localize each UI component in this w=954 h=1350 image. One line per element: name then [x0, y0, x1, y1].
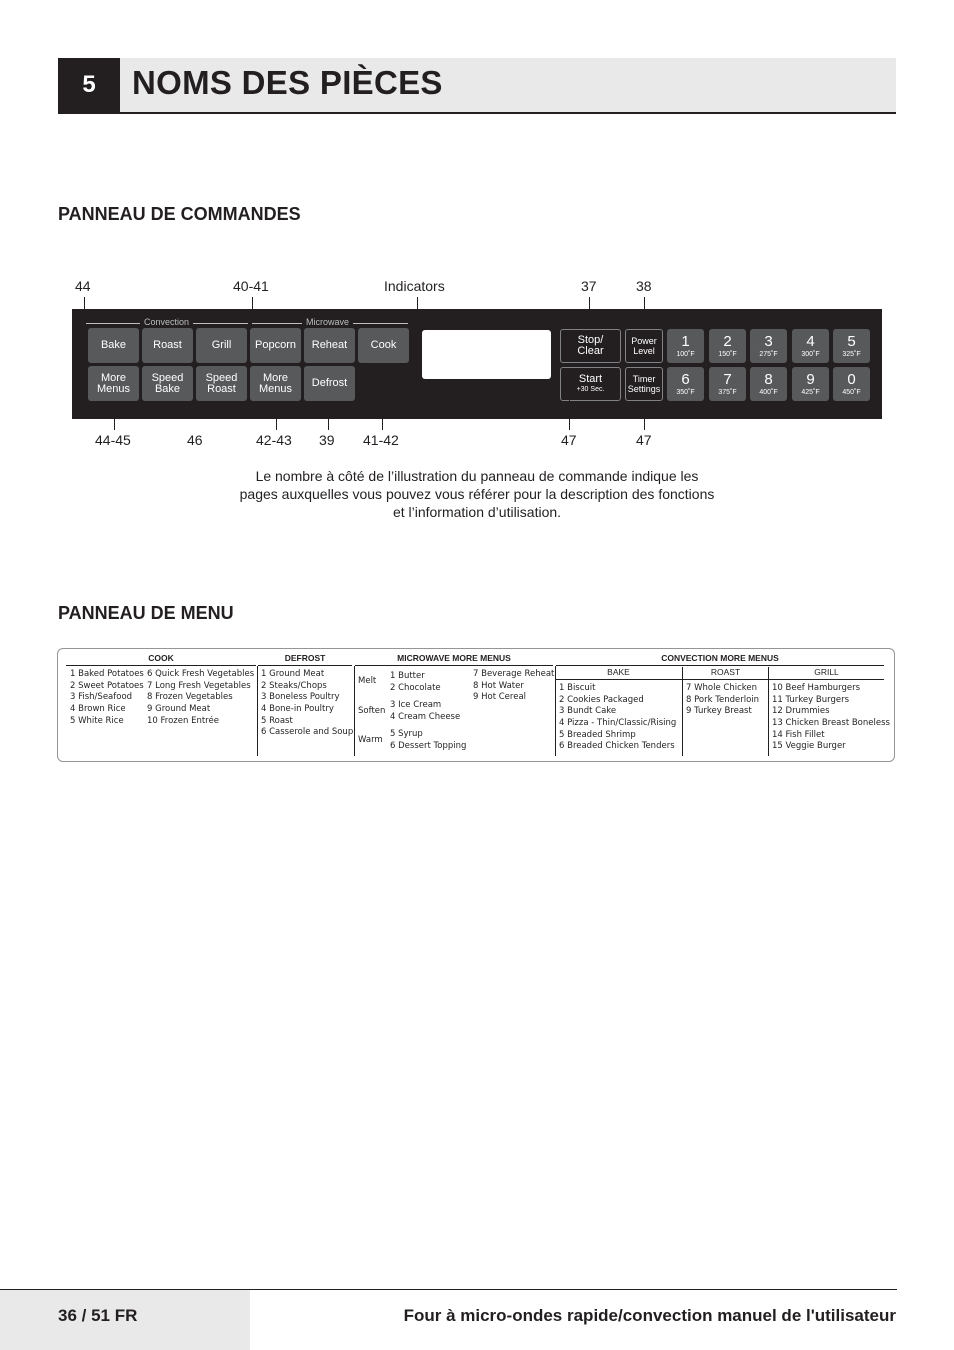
page-number: 36 / 51 FR: [58, 1306, 138, 1325]
mw-category-warm: Warm: [358, 735, 383, 745]
chapter-header: [58, 58, 896, 114]
callout-37: 37: [581, 278, 597, 294]
button-label: Clear: [577, 345, 604, 357]
more-menus-microwave-button[interactable]: [250, 366, 301, 401]
chapter-title: NOMS DES PIÈCES: [132, 64, 443, 101]
leader-line: [328, 402, 329, 430]
control-panel: [72, 309, 882, 419]
grill-label: Grill: [211, 339, 232, 351]
button-label: Menus: [258, 382, 293, 395]
mw-soften-list: [390, 700, 460, 723]
leader-line: [169, 410, 223, 411]
leader-line: [114, 402, 115, 430]
button-label: Menus: [96, 382, 131, 395]
key-temperature: 450˚F: [842, 388, 861, 396]
number-key-1[interactable]: [667, 329, 704, 363]
number-key-0[interactable]: [833, 367, 870, 401]
menu-heading-cook: COOK: [148, 653, 174, 663]
callout-indicators: Indicators: [384, 278, 445, 294]
list-item: 11 Turkey Burgers: [772, 694, 849, 705]
key-digit: 0: [847, 370, 856, 388]
speed-roast-button[interactable]: [196, 366, 247, 401]
stop-clear-button[interactable]: [560, 329, 621, 363]
leader-line: [276, 402, 277, 430]
bake-label: Bake: [100, 339, 127, 351]
key-digit: 5: [847, 332, 856, 350]
list-item: 7 Long Fresh Vegetables: [147, 680, 251, 691]
menu-rule: [258, 665, 352, 666]
list-item: 8 Frozen Vegetables: [147, 692, 233, 703]
group-label-convection: Convection: [140, 317, 193, 327]
bake-button[interactable]: [88, 328, 139, 363]
list-item: 3 Bundt Cake: [559, 706, 617, 717]
leader-line: [644, 402, 645, 430]
menu-divider: [555, 666, 556, 756]
callout-47-start: 47: [561, 432, 577, 448]
button-label: Speed: [205, 371, 238, 384]
key-digit: 2: [723, 332, 732, 350]
list-item: 2 Sweet Potatoes: [70, 680, 144, 691]
defrost-label: Defrost: [311, 377, 348, 389]
menu-rule: [556, 665, 884, 666]
leader-line: [569, 391, 570, 430]
callout-39: 39: [319, 432, 335, 448]
menu-heading-convection-more: CONVECTION MORE MENUS: [661, 653, 779, 663]
number-key-7[interactable]: [709, 367, 746, 401]
reheat-button[interactable]: [304, 328, 355, 363]
callout-38: 38: [636, 278, 652, 294]
menu-rule: [355, 665, 553, 666]
list-item: 5 Syrup: [390, 729, 423, 739]
list-item: 1 Baked Potatoes: [70, 669, 144, 679]
number-key-6[interactable]: [667, 367, 704, 401]
menu-divider: [354, 666, 355, 756]
list-item: 2 Cookies Packaged: [559, 694, 644, 705]
key-temperature: 100˚F: [676, 350, 695, 358]
callout-40-41: 40-41: [233, 278, 269, 294]
list-item: 6 Breaded Chicken Tenders: [559, 741, 675, 752]
list-item: 15 Veggie Burger: [772, 741, 846, 752]
key-temperature: 150˚F: [718, 350, 737, 358]
key-digit: 8: [764, 370, 773, 388]
list-item: 9 Ground Meat: [147, 704, 211, 715]
callout-44-45: 44-45: [95, 432, 131, 448]
mw-menu-list-2: [473, 669, 554, 704]
manual-title: Four à micro-ondes rapide/convection manuel de l'utilisateur: [403, 1306, 896, 1325]
number-key-9[interactable]: [792, 367, 829, 401]
menu-heading-microwave-more: MICROWAVE MORE MENUS: [397, 653, 511, 663]
leader-line: [222, 402, 223, 410]
button-label: Start: [578, 373, 603, 385]
popcorn-label: Popcorn: [255, 339, 296, 351]
menu-divider: [682, 667, 683, 756]
menu-divider: [768, 667, 769, 756]
key-temperature: 325˚F: [842, 350, 861, 358]
convection-bake-list: [559, 683, 676, 753]
key-temperature: 425˚F: [801, 388, 820, 396]
section-title-menu-panel: PANNEAU DE MENU: [58, 603, 234, 623]
mw-category-soften: Soften: [358, 706, 386, 716]
more-menus-convection-button[interactable]: [88, 366, 139, 401]
list-item: 7 Whole Chicken: [686, 683, 757, 693]
mw-melt-list: [390, 671, 441, 694]
menu-rule: [66, 665, 256, 666]
list-item: 2 Chocolate: [390, 682, 441, 693]
list-item: 8 Hot Water: [473, 680, 524, 691]
popcorn-button[interactable]: [250, 328, 301, 363]
menu-divider: [257, 666, 258, 756]
list-item: 4 Pizza - Thin/Classic/Rising: [559, 718, 677, 729]
button-label: Speed: [151, 371, 184, 384]
button-label: Level: [633, 346, 655, 356]
list-item: 1 Ground Meat: [261, 669, 325, 679]
leader-line: [382, 364, 383, 430]
number-key-3[interactable]: [750, 329, 787, 363]
button-label: Power: [631, 336, 657, 346]
list-item: 2 Steaks/Chops: [261, 680, 327, 691]
number-key-2[interactable]: [709, 329, 746, 363]
menu-panel: [57, 648, 895, 762]
list-item: 6 Casserole and Soup: [261, 727, 354, 738]
list-item: 3 Fish/Seafood: [70, 692, 133, 703]
panel-description: [200, 467, 754, 521]
section-title-control-panel: PANNEAU DE COMMANDES: [58, 204, 301, 224]
cook-menu-list-1: [70, 669, 144, 727]
list-item: 5 White Rice: [70, 715, 124, 726]
description-line: pages auxquelles vous pouvez vous référer pour la description des fonctions: [239, 486, 715, 502]
reheat-label: Reheat: [311, 339, 348, 351]
key-temperature: 350˚F: [676, 388, 695, 396]
list-item: 4 Cream Cheese: [390, 711, 461, 722]
list-item: 3 Boneless Poultry: [261, 692, 340, 703]
list-item: 4 Brown Rice: [70, 704, 126, 715]
button-sublabel: +30 Sec.: [576, 386, 605, 393]
button-label: More: [100, 371, 127, 384]
menu-heading-defrost: DEFROST: [284, 653, 326, 663]
list-item: 13 Chicken Breast Boneless: [772, 718, 890, 729]
defrost-menu-list: [261, 669, 353, 739]
list-item: 12 Drummies: [772, 706, 830, 717]
menu-subheading-roast: ROAST: [710, 667, 741, 677]
number-key-4[interactable]: [792, 329, 829, 363]
group-label-microwave: Microwave: [302, 317, 353, 327]
button-label: More: [262, 371, 289, 384]
mw-warm-list: [390, 729, 466, 752]
defrost-button[interactable]: [304, 366, 355, 401]
key-digit: 6: [681, 370, 690, 388]
list-item: 1 Biscuit: [559, 683, 596, 693]
key-temperature: 400˚F: [759, 388, 778, 396]
list-item: 6 Dessert Topping: [390, 740, 467, 751]
convection-roast-list: [686, 683, 759, 718]
cook-menu-list-2: [147, 669, 254, 727]
key-digit: 3: [764, 332, 773, 350]
button-label: Timer: [632, 374, 656, 384]
number-key-5[interactable]: [833, 329, 870, 363]
list-item: 5 Roast: [261, 715, 293, 726]
button-label: Roast: [207, 382, 236, 395]
leader-line: [169, 402, 170, 410]
cook-button[interactable]: [358, 328, 409, 363]
timer-settings-button[interactable]: [625, 367, 663, 401]
callout-46: 46: [187, 432, 203, 448]
key-digit: 9: [806, 370, 815, 388]
roast-label: Roast: [153, 339, 182, 351]
button-label: Stop/: [577, 334, 604, 346]
key-temperature: 375˚F: [718, 388, 737, 396]
list-item: 6 Quick Fresh Vegetables: [147, 669, 255, 679]
list-item: 9 Hot Cereal: [473, 692, 527, 703]
list-item: 9 Turkey Breast: [686, 706, 752, 717]
callout-42-43: 42-43: [256, 432, 292, 448]
button-label: Bake: [154, 382, 181, 395]
list-item: 4 Bone-in Poultry: [261, 704, 334, 715]
speed-bake-button[interactable]: [142, 366, 193, 401]
key-temperature: 300˚F: [801, 350, 820, 358]
menu-subheading-grill: GRILL: [814, 667, 839, 677]
list-item: 10 Frozen Entrée: [147, 715, 219, 726]
list-item: 1 Butter: [390, 671, 425, 681]
callout-44: 44: [75, 278, 91, 294]
list-item: 3 Ice Cream: [390, 700, 442, 710]
description-line: et l’information d’utilisation.: [392, 504, 562, 520]
roast-button[interactable]: [142, 328, 193, 363]
list-item: 10 Beef Hamburgers: [772, 683, 861, 693]
chapter-number: 5: [58, 58, 120, 114]
button-label: Settings: [627, 384, 661, 394]
callout-47-timer: 47: [636, 432, 652, 448]
key-digit: 1: [681, 332, 690, 350]
cook-label: Cook: [370, 339, 397, 351]
description-line: Le nombre à côté de l’illustration du panneau de commande indique les: [255, 468, 699, 484]
menu-subheading-bake: BAKE: [607, 667, 630, 677]
grill-button[interactable]: [196, 328, 247, 363]
callout-41-42: 41-42: [363, 432, 399, 448]
list-item: 7 Beverage Reheat: [473, 669, 555, 679]
key-digit: 7: [723, 370, 732, 388]
convection-grill-list: [772, 683, 890, 753]
mw-category-melt: Melt: [358, 676, 377, 686]
power-level-button[interactable]: [625, 329, 663, 363]
indicator-display: [422, 330, 551, 379]
key-temperature: 275˚F: [759, 350, 778, 358]
menu-rule: [556, 679, 884, 680]
list-item: 8 Pork Tenderloin: [686, 694, 760, 705]
key-digit: 4: [806, 332, 815, 350]
number-key-8[interactable]: [750, 367, 787, 401]
list-item: 5 Breaded Shrimp: [559, 729, 636, 740]
list-item: 14 Fish Fillet: [772, 729, 825, 740]
